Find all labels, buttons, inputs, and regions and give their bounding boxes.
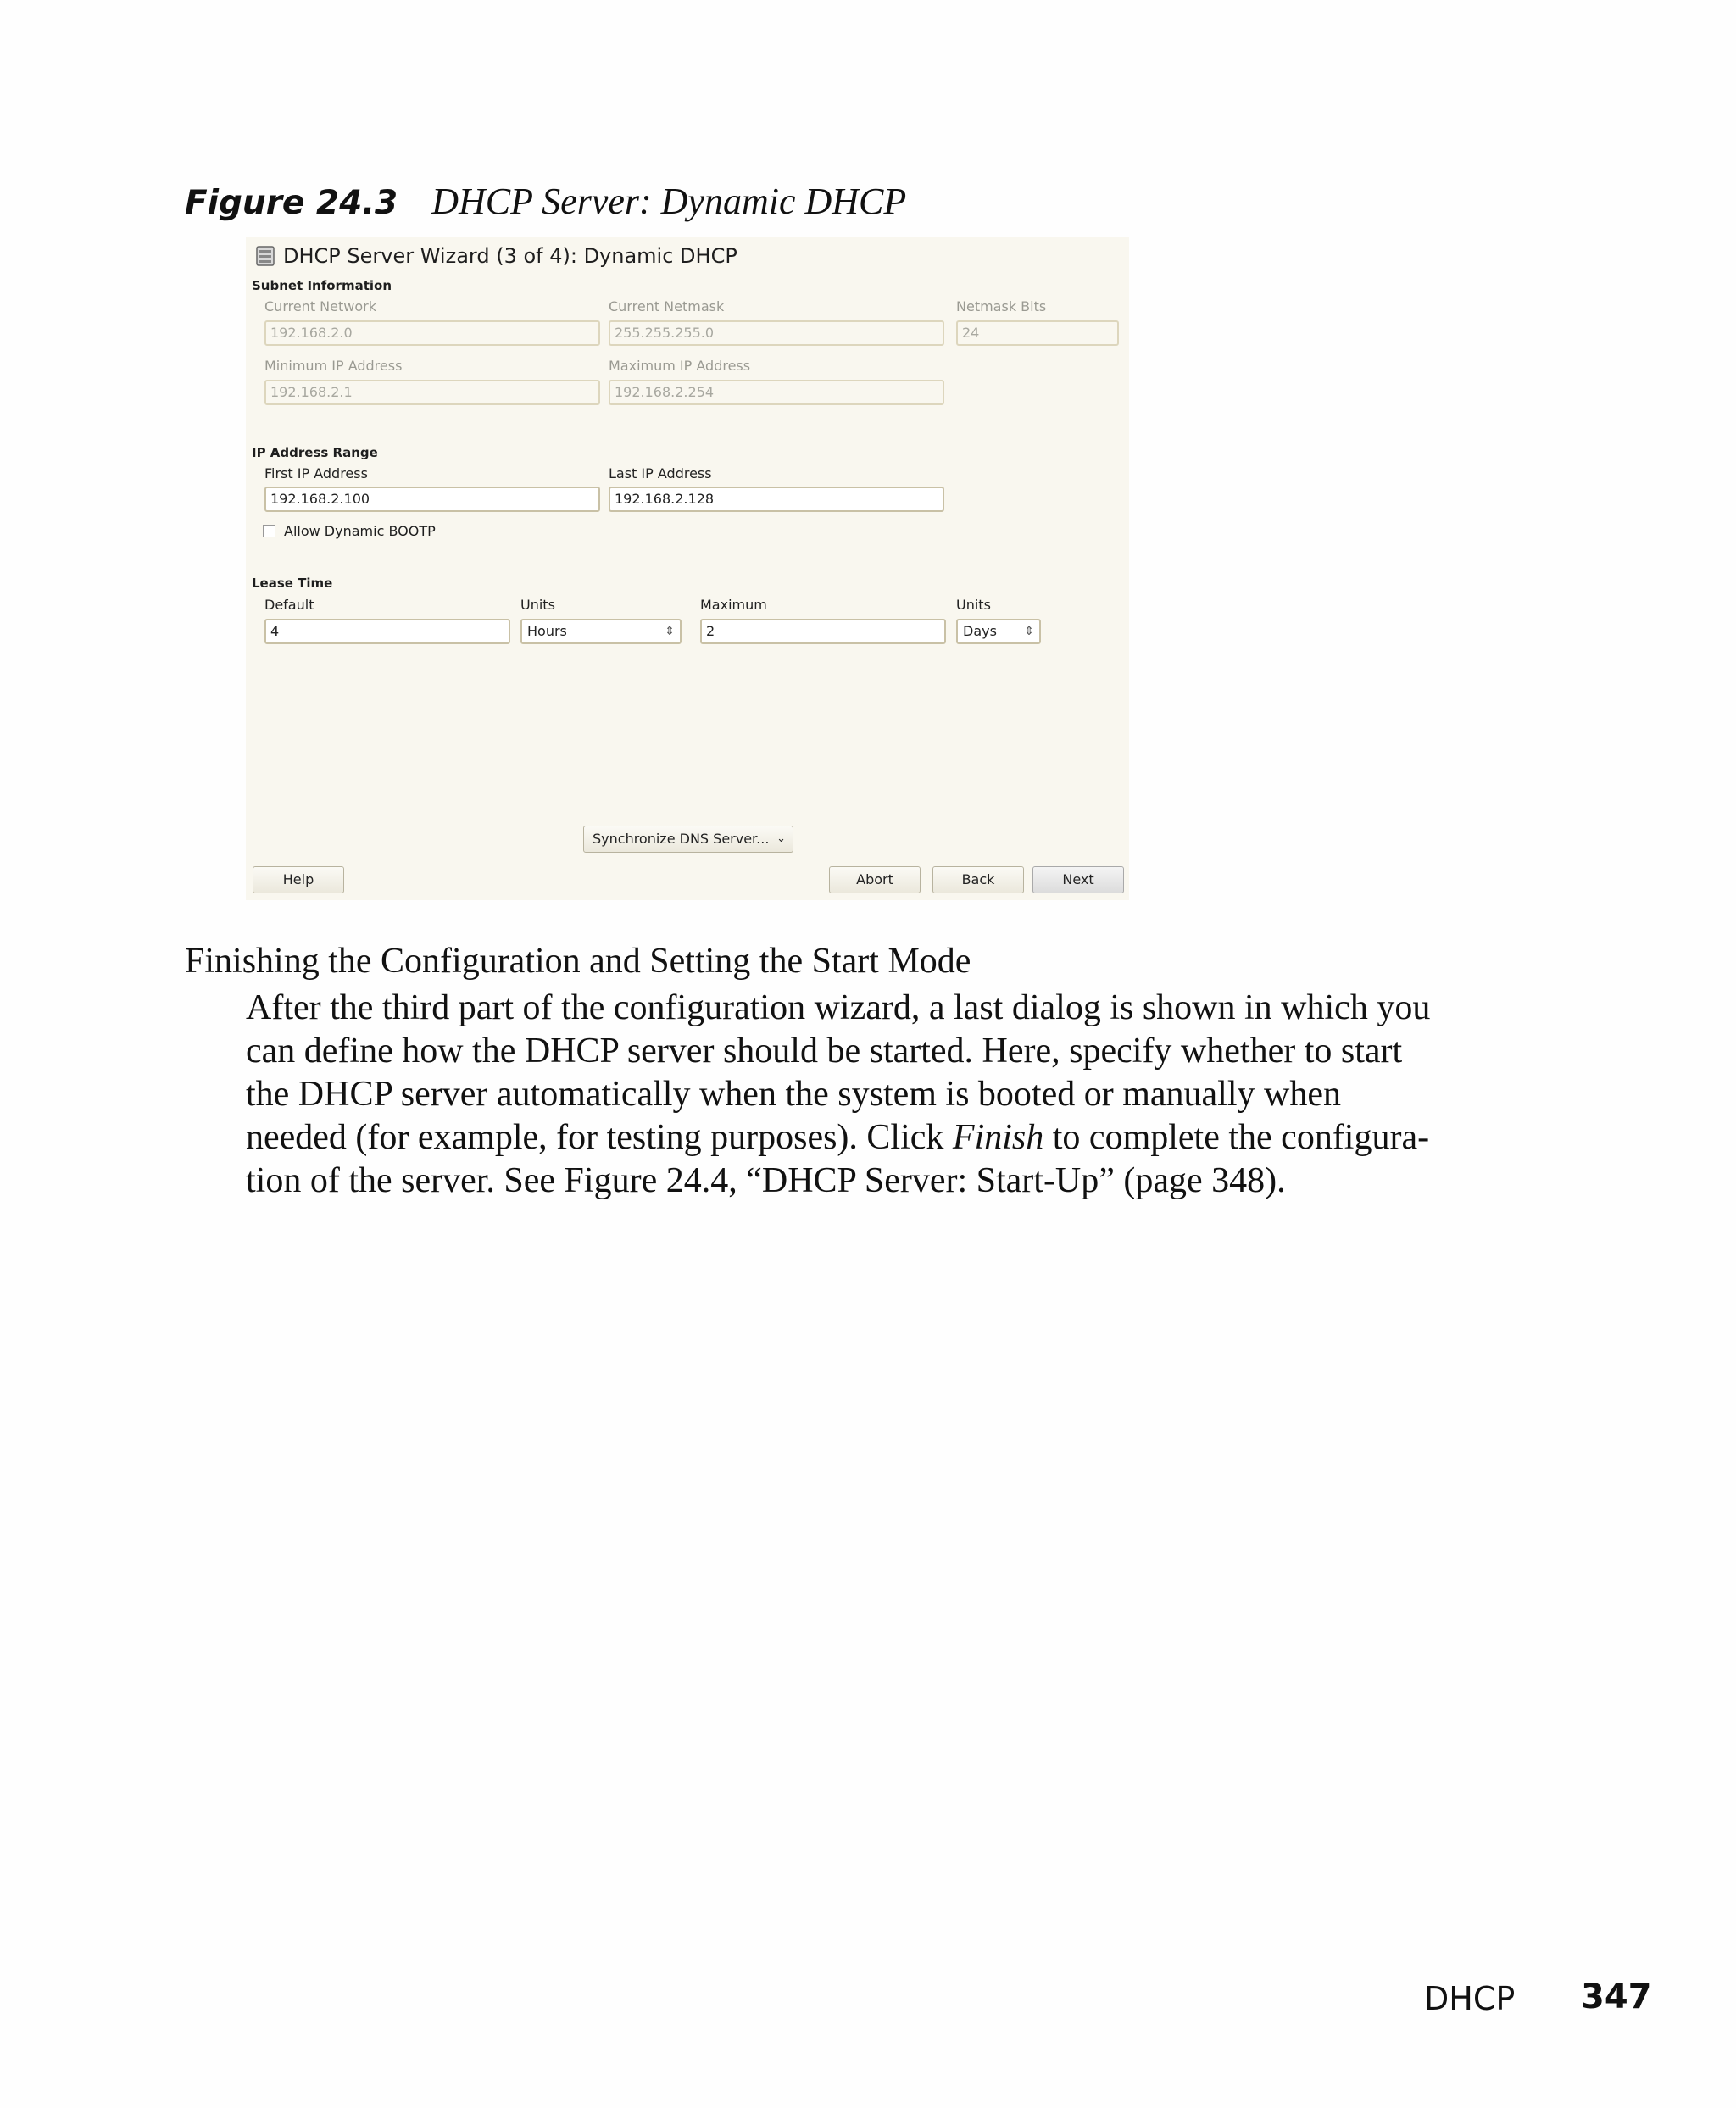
dialog-title [254, 244, 737, 268]
max-ip-label: Maximum IP Address [609, 358, 751, 374]
finish-emphasis: Finish [952, 1118, 1044, 1157]
line-text: to complete the configura- [1043, 1118, 1430, 1157]
running-footer-label: DHCP [1424, 1980, 1516, 2017]
paragraph-line: the DHCP server automatically when the system is booted or manually when [246, 1075, 1341, 1114]
paragraph-line: tion of the server. See Figure 24.4, “DHCP Server: Start-Up” (page 348). [246, 1161, 1286, 1200]
abort-button[interactable]: Abort [829, 866, 921, 893]
figure-caption [185, 180, 906, 223]
current-netmask-field: 255.255.255.0 [609, 320, 944, 346]
last-ip-label: Last IP Address [609, 465, 712, 481]
maximum-units-value: Days [963, 623, 997, 639]
spin-arrows-icon: ⇕ [665, 625, 675, 638]
default-units-select[interactable] [520, 619, 682, 644]
line-text: needed (for example, for testing purposes). Click [246, 1118, 953, 1157]
allow-bootp-option[interactable] [263, 523, 436, 539]
default-units-label: Units [520, 597, 555, 613]
back-button[interactable]: Back [932, 866, 1024, 893]
maximum-units-select[interactable] [956, 619, 1041, 644]
default-lease-input[interactable]: 4 [264, 619, 510, 644]
last-ip-input[interactable]: 192.168.2.128 [609, 487, 944, 512]
subnet-section-title: Subnet Information [252, 278, 392, 293]
chevron-down-icon: ⌄ [776, 832, 786, 845]
netmask-bits-field: 24 [956, 320, 1119, 346]
first-ip-input[interactable]: 192.168.2.100 [264, 487, 600, 512]
max-ip-field: 192.168.2.254 [609, 380, 944, 405]
synchronize-dns-label: Synchronize DNS Server... [593, 831, 770, 847]
server-icon [254, 245, 276, 267]
maximum-units-label: Units [956, 597, 991, 613]
min-ip-field: 192.168.2.1 [264, 380, 600, 405]
paragraph-line: can define how the DHCP server should be started. Here, specify whether to start [246, 1032, 1403, 1071]
netmask-bits-label: Netmask Bits [956, 298, 1047, 314]
synchronize-dns-button[interactable] [583, 826, 793, 853]
lease-section-title: Lease Time [252, 576, 333, 591]
dhcp-wizard-dialog [246, 237, 1129, 900]
allow-bootp-label: Allow Dynamic BOOTP [284, 523, 436, 539]
section-heading: Finishing the Configuration and Setting the Start Mode [185, 942, 971, 981]
figure-title: DHCP Server: Dynamic DHCP [431, 181, 907, 222]
allow-bootp-checkbox[interactable] [263, 525, 275, 537]
default-units-value: Hours [527, 623, 567, 639]
help-button[interactable]: Help [253, 866, 344, 893]
figure-number: Figure 24.3 [185, 184, 398, 222]
default-lease-label: Default [264, 597, 314, 613]
ip-range-section-title: IP Address Range [252, 445, 378, 460]
first-ip-label: First IP Address [264, 465, 368, 481]
page-number: 347 [1581, 1977, 1652, 2016]
dialog-title-text: DHCP Server Wizard (3 of 4): Dynamic DHCP [283, 244, 737, 268]
current-network-label: Current Network [264, 298, 376, 314]
paragraph-line: After the third part of the configuration wizard, a last dialog is shown in which you [246, 988, 1431, 1027]
maximum-lease-label: Maximum [700, 597, 767, 613]
current-netmask-label: Current Netmask [609, 298, 725, 314]
paragraph-line [246, 1116, 1449, 1160]
next-button[interactable]: Next [1032, 866, 1124, 893]
spin-arrows-icon: ⇕ [1024, 625, 1034, 638]
min-ip-label: Minimum IP Address [264, 358, 403, 374]
maximum-lease-input[interactable]: 2 [700, 619, 946, 644]
body-paragraph [246, 987, 1449, 1203]
current-network-field: 192.168.2.0 [264, 320, 600, 346]
